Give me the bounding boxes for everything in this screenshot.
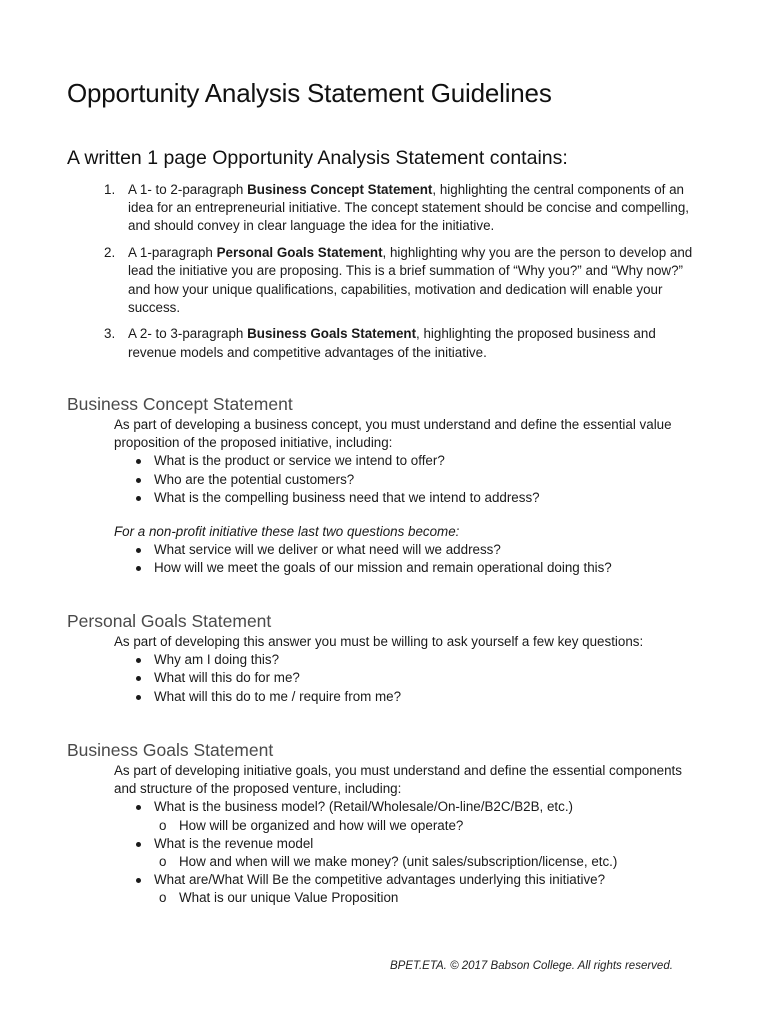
section-heading: Business Goals Statement (67, 740, 274, 760)
item-bold-term: Personal Goals Statement (216, 245, 383, 261)
section-body (114, 416, 707, 578)
bullet-text: What is the revenue model (154, 835, 314, 851)
bullet-text: How will we meet the goals of our mission and remain operational doing this? (154, 560, 612, 576)
section-business-goals (67, 740, 707, 908)
section-intro: As part of developing this answer you must be willing to ask yourself a few key questions: (114, 634, 644, 649)
list-item (134, 452, 707, 470)
sub-list (114, 889, 707, 907)
item-bold-term: Business Goals Statement (247, 326, 417, 342)
section-body (114, 633, 707, 706)
item-text: A 1-paragraph (128, 245, 217, 261)
list-item (134, 871, 707, 889)
section-personal-goals (67, 611, 707, 706)
section-heading: Personal Goals Statement (67, 611, 272, 631)
page-footer: BPET.ETA. © 2017 Babson College. All rights reserved. (390, 960, 673, 972)
bullet-text: What are/What Will Be the competitive advantages underlying this initiative? (154, 872, 606, 888)
list-item (134, 798, 707, 816)
page-subtitle: A written 1 page Opportunity Analysis Statement contains: (67, 147, 568, 169)
bullet-icon (136, 478, 141, 483)
bullet-text: What service will we deliver or what need will we address? (154, 542, 501, 558)
item-text: , highlighting the central components of an idea for an entrepreneurial initiative. The concept statement should be concise and compelling, and should convey in clear language the idea for the initiative. (128, 182, 690, 234)
page-title: Opportunity Analysis Statement Guidelines (67, 78, 552, 108)
bullet-text: What is the business model? (Retail/Wholesale/On-line/B2C/B2B, etc.) (154, 799, 574, 815)
sub-list-item (159, 853, 707, 871)
circle-bullet-icon: o (159, 854, 167, 870)
item-bold-term: Business Concept Statement (247, 182, 433, 197)
bullet-icon (136, 548, 141, 553)
bullet-icon (136, 459, 141, 464)
section-intro: As part of developing a business concept, you must understand and define the essential value proposition of the proposed initiative, including: (114, 417, 672, 451)
sub-bullet-text: How will be organized and how will we operate? (179, 817, 464, 833)
sub-bullet-text: How and when will we make money? (unit sales/subscription/license, etc.) (179, 854, 618, 870)
circle-bullet-icon: o (159, 890, 167, 906)
sub-list (114, 853, 707, 871)
section-body (114, 762, 707, 908)
bullet-icon (136, 695, 141, 700)
list-item (134, 669, 707, 687)
list-item (134, 651, 707, 669)
bullet-list (114, 651, 707, 706)
list-item (104, 244, 704, 317)
bullet-text: What is the compelling business need that we intend to address? (154, 489, 540, 505)
list-item (104, 181, 704, 236)
nonprofit-note: For a non-profit initiative these last two questions become: (114, 524, 460, 540)
bullet-text: What is the product or service we intend to offer? (154, 453, 445, 469)
circle-bullet-icon: o (159, 817, 167, 833)
sub-list-item (159, 817, 707, 835)
bullet-text: What will this do to me / require from me? (154, 688, 402, 704)
bullet-icon (136, 496, 141, 501)
bullet-icon (136, 658, 141, 663)
bullet-list (114, 452, 707, 507)
list-item (134, 471, 707, 489)
list-item (134, 489, 707, 507)
bullet-icon (136, 676, 141, 681)
sub-list (114, 817, 707, 835)
item-text: A 2- to 3-paragraph (128, 326, 248, 342)
bullet-icon (136, 878, 141, 883)
list-item (104, 325, 704, 361)
section-heading: Business Concept Statement (67, 394, 293, 414)
item-text: , highlighting why you are the person to develop and lead the initiative you are proposing. This is a brief summation of “Why you?” and “Why now?” and how your unique qualifications, capabilities, motivation and dedication will enable your success. (128, 245, 693, 315)
bullet-icon (136, 805, 141, 810)
list-item (134, 559, 707, 577)
bullet-text: What will this do for me? (154, 670, 300, 686)
section-intro: As part of developing initiative goals, you must understand and define the essential components and structure of the proposed venture, including: (114, 763, 682, 797)
section-business-concept (67, 394, 707, 578)
bullet-list (114, 835, 707, 853)
bullet-list (114, 871, 707, 889)
numbered-list (104, 181, 704, 370)
bullet-list (114, 541, 707, 577)
bullet-text: Why am I doing this? (154, 652, 280, 668)
sub-list-item (159, 889, 707, 907)
list-item (134, 541, 707, 559)
item-text: , highlighting the proposed business and revenue models and competitive advantages of the initiative. (128, 326, 656, 360)
item-text: A 1- to 2-paragraph (128, 182, 248, 197)
bullet-list (114, 798, 707, 816)
bullet-text: Who are the potential customers? (154, 471, 355, 487)
list-item (134, 688, 707, 706)
bullet-icon (136, 566, 141, 571)
list-number: 3. (104, 326, 116, 342)
bullet-icon (136, 842, 141, 847)
list-number: 1. (104, 182, 116, 197)
list-number: 2. (104, 245, 116, 261)
sub-bullet-text: What is our unique Value Proposition (179, 890, 399, 906)
list-item (134, 835, 707, 853)
